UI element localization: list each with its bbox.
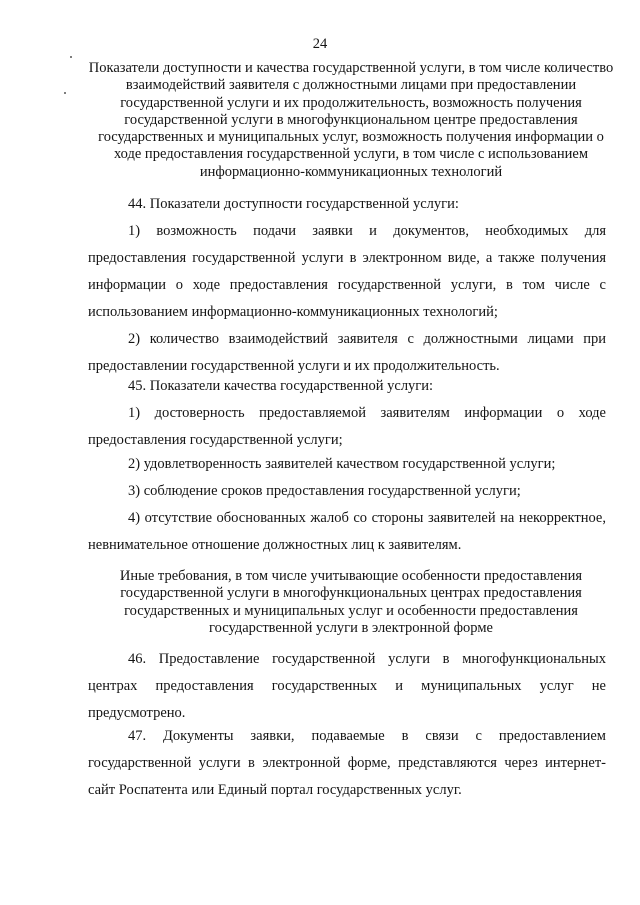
- paragraph-44-item-1: 1) возможность подачи заявки и документов, необходимых для предоставления государственной услуги в электронном виде, а также получения информации о ходе предоставления государственной услуги, в том числе с использованием информационно-коммуникационных технологий;: [88, 223, 606, 320]
- section-heading-other-requirements: Иные требования, в том числе учитывающие особенности предоставления государственной услуги в многофункциональных центрах предоставления государственных и муниципальных услуг и особенности предоставления государственной услуги в электронной форме: [119, 568, 583, 636]
- paragraph-44-item-2: 2) количество взаимодействий заявителя с должностными лицами при предоставлении государственной услуги и их продолжительность.: [88, 331, 606, 374]
- paragraph-47: 47. Документы заявки, подаваемые в связи с предоставлением государственной услуги в электронной форме, представляются через интернет-сайт Роспатента или Единый портал государственных услуг.: [88, 728, 606, 798]
- paragraph-44: 44. Показатели доступности государственной услуги:: [128, 196, 459, 212]
- paragraph-45-item-3: 3) соблюдение сроков предоставления государственной услуги;: [128, 483, 521, 499]
- paragraph-45: 45. Показатели качества государственной услуги:: [128, 378, 434, 394]
- paragraph-46: 46. Предоставление государственной услуги в многофункциональных центрах предоставления государственных и муниципальных услуг не предусмотрено.: [88, 651, 606, 721]
- scan-speck: [70, 56, 72, 58]
- scan-speck: [64, 92, 66, 94]
- section-heading-accessibility: Показатели доступности и качества государственной услуги, в том числе количество взаимодействий заявителя с должностными лицами при предоставлении государственной услуги и их продолжительность, возможность получения государственной услуги в многофункциональном центре предоставления государственных и муниципальных услуг, возможность получения информации о ходе предоставления государственной услуги, в том числе с использованием информационно-коммуникационных технологий: [88, 60, 614, 180]
- paragraph-45-item-4: 4) отсутствие обоснованных жалоб со стороны заявителей на некорректное, невнимательное отношение должностных лиц к заявителям.: [88, 510, 606, 553]
- page-number: 24: [312, 36, 328, 52]
- paragraph-45-item-2: 2) удовлетворенность заявителей качеством государственной услуги;: [128, 456, 556, 472]
- paragraph-45-item-1: 1) достоверность предоставляемой заявителям информации о ходе предоставления государственной услуги;: [88, 405, 606, 448]
